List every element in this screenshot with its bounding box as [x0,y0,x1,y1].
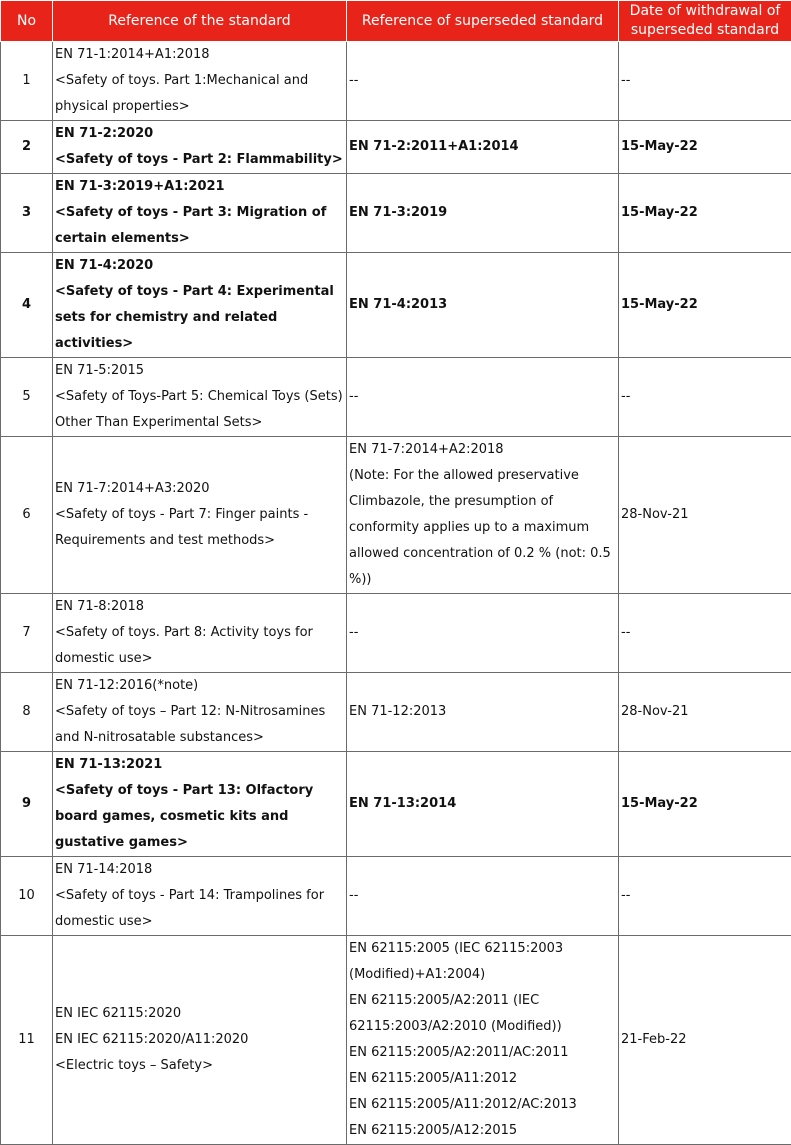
row-number: 6 [1,437,53,594]
superseded-line: EN 71-3:2019 [349,200,617,226]
reference-line: <Safety of Toys-Part 5: Chemical Toys (Sets) Other Than Experimental Sets> [55,384,345,436]
reference-line: EN 71-7:2014+A3:2020 [55,476,345,502]
withdrawal-date-cell: 28-Nov-21 [619,673,791,752]
reference-line: <Safety of toys. Part 1:Mechanical and physical properties> [55,68,345,120]
withdrawal-date-cell: -- [619,358,791,437]
superseded-line: -- [349,384,617,410]
reference-cell [53,253,347,358]
table-header-row [1,1,791,42]
superseded-line: EN 62115:2005 (IEC 62115:2003 (Modified)+A1:2004) [349,936,617,988]
table-row [1,594,791,673]
reference-line: EN 71-12:2016(*note) [55,673,345,699]
superseded-line: (Note: For the allowed preservative Climbazole, the presumption of conformity applies up to a maximum allowed concentration of 0.2 % (not: 0.5 %)) [349,463,617,593]
table-row [1,42,791,121]
header-withdrawal-date: Date of withdrawal of superseded standard [619,1,791,42]
reference-cell [53,121,347,174]
reference-line: EN 71-3:2019+A1:2021 [55,174,345,200]
superseded-cell [347,752,619,857]
superseded-cell [347,594,619,673]
superseded-cell [347,174,619,253]
row-number: 8 [1,673,53,752]
reference-line: EN 71-5:2015 [55,358,345,384]
superseded-line: EN 71-12:2013 [349,699,617,725]
withdrawal-date-cell: -- [619,857,791,936]
table-body [1,42,791,1145]
superseded-line: EN 71-4:2013 [349,292,617,318]
reference-line: EN IEC 62115:2020/A11:2020 [55,1027,345,1053]
reference-cell [53,752,347,857]
table-row [1,437,791,594]
table-row [1,857,791,936]
row-number: 11 [1,936,53,1145]
reference-cell [53,673,347,752]
table-row [1,253,791,358]
reference-line: EN IEC 62115:2020 [55,1001,345,1027]
superseded-line: EN 62115:2005/A2:2011 (IEC 62115:2003/A2:2010 (Modified)) [349,988,617,1040]
reference-line: <Safety of toys - Part 7: Finger paints - Requirements and test methods> [55,502,345,554]
superseded-line: EN 62115:2005/A12:2015 [349,1118,617,1144]
header-no: No [1,1,53,42]
superseded-line: EN 62115:2005/A11:2012 [349,1066,617,1092]
reference-line: EN 71-13:2021 [55,752,345,778]
superseded-cell [347,437,619,594]
withdrawal-date-cell: 21-Feb-22 [619,936,791,1145]
row-number: 5 [1,358,53,437]
withdrawal-date-cell: 28-Nov-21 [619,437,791,594]
superseded-line: -- [349,620,617,646]
superseded-line: EN 71-7:2014+A2:2018 [349,437,617,463]
superseded-line: EN 71-2:2011+A1:2014 [349,134,617,160]
reference-line: <Safety of toys - Part 14: Trampolines for domestic use> [55,883,345,935]
reference-line: EN 71-14:2018 [55,857,345,883]
table-row [1,752,791,857]
reference-cell [53,42,347,121]
reference-cell [53,594,347,673]
superseded-cell [347,936,619,1145]
reference-line: EN 71-8:2018 [55,594,345,620]
superseded-line: EN 62115:2005/A11:2012/AC:2013 [349,1092,617,1118]
reference-line: EN 71-2:2020 [55,121,345,147]
table-row [1,121,791,174]
superseded-line: EN 71-13:2014 [349,791,617,817]
reference-line: <Safety of toys – Part 12: N-Nitrosamines and N-nitrosatable substances> [55,699,345,751]
reference-line: <Electric toys – Safety> [55,1053,345,1079]
superseded-line: -- [349,883,617,909]
row-number: 3 [1,174,53,253]
header-reference: Reference of the standard [53,1,347,42]
reference-line: EN 71-4:2020 [55,253,345,279]
superseded-cell [347,121,619,174]
withdrawal-date-cell: -- [619,42,791,121]
reference-cell [53,936,347,1145]
superseded-cell [347,857,619,936]
table-row [1,673,791,752]
withdrawal-date-cell: 15-May-22 [619,174,791,253]
reference-line: <Safety of toys. Part 8: Activity toys for domestic use> [55,620,345,672]
reference-line: EN 71-1:2014+A1:2018 [55,42,345,68]
reference-line: <Safety of toys - Part 13: Olfactory board games, cosmetic kits and gustative games> [55,778,345,856]
withdrawal-date-cell: -- [619,594,791,673]
row-number: 7 [1,594,53,673]
reference-line: <Safety of toys - Part 4: Experimental sets for chemistry and related activities> [55,279,345,357]
table-row [1,936,791,1145]
row-number: 4 [1,253,53,358]
reference-cell [53,358,347,437]
table-row [1,358,791,437]
reference-cell [53,857,347,936]
reference-line: <Safety of toys - Part 3: Migration of certain elements> [55,200,345,252]
table-row [1,174,791,253]
superseded-cell [347,673,619,752]
withdrawal-date-cell: 15-May-22 [619,752,791,857]
row-number: 9 [1,752,53,857]
superseded-cell [347,358,619,437]
withdrawal-date-cell: 15-May-22 [619,253,791,358]
row-number: 1 [1,42,53,121]
superseded-cell [347,253,619,358]
reference-cell [53,174,347,253]
header-superseded: Reference of superseded standard [347,1,619,42]
superseded-line: EN 62115:2005/A2:2011/AC:2011 [349,1040,617,1066]
superseded-cell [347,42,619,121]
row-number: 10 [1,857,53,936]
withdrawal-date-cell: 15-May-22 [619,121,791,174]
row-number: 2 [1,121,53,174]
superseded-line: -- [349,68,617,94]
reference-cell [53,437,347,594]
reference-line: <Safety of toys - Part 2: Flammability> [55,147,345,173]
